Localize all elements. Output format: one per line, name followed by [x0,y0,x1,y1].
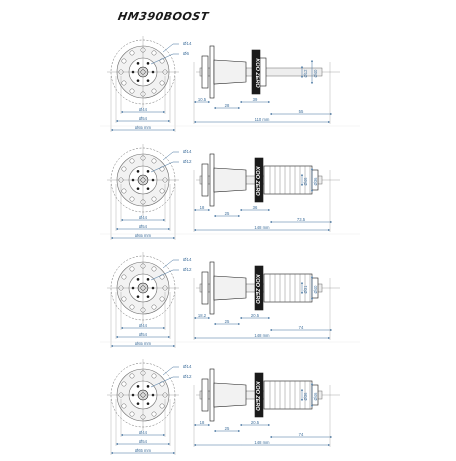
hub-end-view [107,359,192,455]
rotor-bolt-hole [147,187,150,190]
dimension-label: Ø40 [313,69,318,78]
diameter-dimension [116,116,170,122]
dimension-label: Ø65 mm [134,124,152,130]
spoke-hole [152,305,156,309]
hub-end-view [107,36,192,132]
leader [163,152,173,160]
dimension-label: Ø44 [139,322,147,328]
rotor-mount [202,56,208,88]
spoke-hole [122,404,126,408]
rotor-bolt-hole [147,278,150,281]
product-title: HM390BOOST [116,10,210,23]
dimension-label: Ø54 [139,331,147,337]
dimension-label: Ø12 [303,69,308,78]
dimension-label: 20.5 [250,419,260,425]
spoke-hole [122,189,126,193]
spoke-hole [130,267,134,271]
spoke-hole [152,267,156,271]
rotor-bolt-hole [147,385,150,388]
spoke-hole [152,51,156,55]
dimension-label: Ø36 [303,392,308,401]
diameter-dimension [116,332,170,338]
dimension-label: Ø31 [303,285,308,294]
vertical-dimension [311,60,318,84]
spoke-hole [122,297,126,301]
horizontal-dimension [270,109,332,115]
diameter-dimension [121,430,165,436]
horizontal-dimension [194,97,210,103]
dimension-label: Ø54 [139,223,147,229]
diameter-dimension [121,323,165,329]
dimension-label: 148 mm [254,224,270,230]
horizontal-dimension [214,426,240,432]
spoke-hole [122,81,126,85]
rotor-bolt-hole [147,295,150,298]
hub-row-rear-xd [100,252,360,348]
spoke-hole [130,374,134,378]
hub-shell [214,383,246,407]
dimension-label: 25 [224,318,230,324]
dimension-label: 18.2 [197,312,207,318]
horizontal-dimension [240,420,270,426]
hub-side-view [194,262,340,340]
rotor-bolt-hole [137,278,140,281]
hub-shell [214,168,246,192]
rotor-bolt-hole [147,170,150,173]
pcd-label: Ø14 [183,149,192,154]
rotor-bolt-hole [137,187,140,190]
horizontal-dimension [214,211,240,217]
total-width-dimension [194,117,330,123]
spoke-hole [152,89,156,93]
spoke-hole [152,159,156,163]
hub-end-view [107,252,192,348]
dimension-label: 18 [199,419,205,425]
dimension-label: 20.5 [250,312,260,318]
dimension-label: 74 [298,431,304,437]
dimension-label: 36 [252,204,258,210]
dimension-label: 148 mm [254,439,270,445]
dimension-label: 39 [252,96,258,102]
spoke-hole [130,305,134,309]
diameter-dimension [111,448,175,454]
rotor-bolt-hole [147,62,150,65]
horizontal-dimension [214,319,240,325]
dimension-label: Ø65 mm [134,340,152,346]
dimension-label: Ø44 [139,106,147,112]
diameter-dimension [121,107,165,113]
total-width-dimension [194,333,330,339]
pcd-label: Ø14 [183,41,192,46]
spoke-hole [130,159,134,163]
total-width-dimension [194,440,330,446]
horizontal-dimension [240,97,270,103]
dimension-label: 25 [224,210,230,216]
horizontal-dimension [194,205,210,211]
leader [163,260,173,268]
horizontal-dimension [194,313,210,319]
pcd-label: Ø14 [183,364,192,369]
dimension-label: Ø54 [139,438,147,444]
spoke-hole [122,382,126,386]
pcd-sub-label: Ø12 [183,159,192,164]
spoke-hole [160,189,164,193]
dimension-label: 10.5 [197,96,207,102]
spoke-hole [122,275,126,279]
diameter-dimension [116,224,170,230]
leader [163,44,173,52]
spoke-hole [160,81,164,85]
rotor-bolt-hole [137,62,140,65]
rotor-bolt-hole [137,170,140,173]
horizontal-dimension [214,103,240,109]
dimension-label: 25 [224,425,230,431]
end-cap [260,58,266,86]
spoke-hole [160,297,164,301]
dimension-label: Ø44 [139,214,147,220]
total-width-dimension [194,225,330,231]
horizontal-dimension [270,432,332,438]
rotor-bolt-hole [137,385,140,388]
left-flange [210,369,214,421]
hub-row-front [100,36,360,132]
diameter-dimension [111,341,175,347]
rotor-bolt-hole [147,79,150,82]
pcd-sub-label: Ø12 [183,374,192,379]
dimension-label: Ø46 [303,177,308,186]
brand-label: KOO ZERO [254,58,260,88]
spoke-hole [152,374,156,378]
spoke-hole [130,51,134,55]
pcd-sub-label: Ø12 [183,267,192,272]
spoke-hole [130,89,134,93]
leader [163,367,173,375]
diameter-dimension [111,233,175,239]
rotor-bolt-hole [147,402,150,405]
hub-shell [214,60,246,84]
horizontal-dimension [194,420,210,426]
hub-side-view [194,46,340,124]
hub-row-rear-shimano [100,144,360,240]
dimension-label: Ø36 [313,177,318,186]
spoke-hole [152,197,156,201]
hub-shell [214,276,246,300]
rotor-mount [202,164,208,196]
left-flange [210,46,214,98]
hub-end-view [107,144,192,240]
horizontal-dimension [270,217,332,223]
horizontal-dimension [240,313,270,319]
rotor-bolt-hole [137,295,140,298]
dimension-label: 55 [298,108,304,114]
hub-side-view [194,154,340,232]
dimension-label: 74 [298,324,304,330]
brand-label: KOO ZERO [254,274,260,304]
dimension-label: Ø65 mm [134,447,152,453]
diameter-dimension [111,125,175,131]
spoke-hole [122,167,126,171]
brand-label: KOO ZERO [254,381,260,411]
hub-side-view [194,369,340,447]
pcd-sub-label: Ø6 [183,51,190,56]
spoke-hole [122,59,126,63]
diameter-dimension [116,439,170,445]
left-flange [210,154,214,206]
diameter-dimension [121,215,165,221]
pcd-label: Ø14 [183,257,192,262]
rotor-bolt-hole [137,79,140,82]
dimension-label: 110 mm [254,116,270,122]
dimension-label: Ø46 [313,392,318,401]
dimension-label: 73.5 [296,216,306,222]
hub-row-rear-microspline [107,359,340,455]
dimension-label: Ø65 mm [134,232,152,238]
rotor-bolt-hole [137,402,140,405]
dimension-label: Ø54 [139,115,147,121]
rotor-mount [202,379,208,411]
rotor-mount [202,272,208,304]
dimension-label: 28 [224,102,230,108]
dimension-label: 148 mm [254,332,270,338]
dimension-label: Ø40 [313,285,318,294]
spoke-hole [130,412,134,416]
spoke-hole [152,412,156,416]
brand-label: KOO ZERO [254,166,260,196]
spoke-hole [130,197,134,201]
horizontal-dimension [270,325,332,331]
spoke-hole [160,404,164,408]
dimension-label: Ø44 [139,429,147,435]
left-flange [210,262,214,314]
horizontal-dimension [240,205,270,211]
dimension-label: 18 [199,204,205,210]
